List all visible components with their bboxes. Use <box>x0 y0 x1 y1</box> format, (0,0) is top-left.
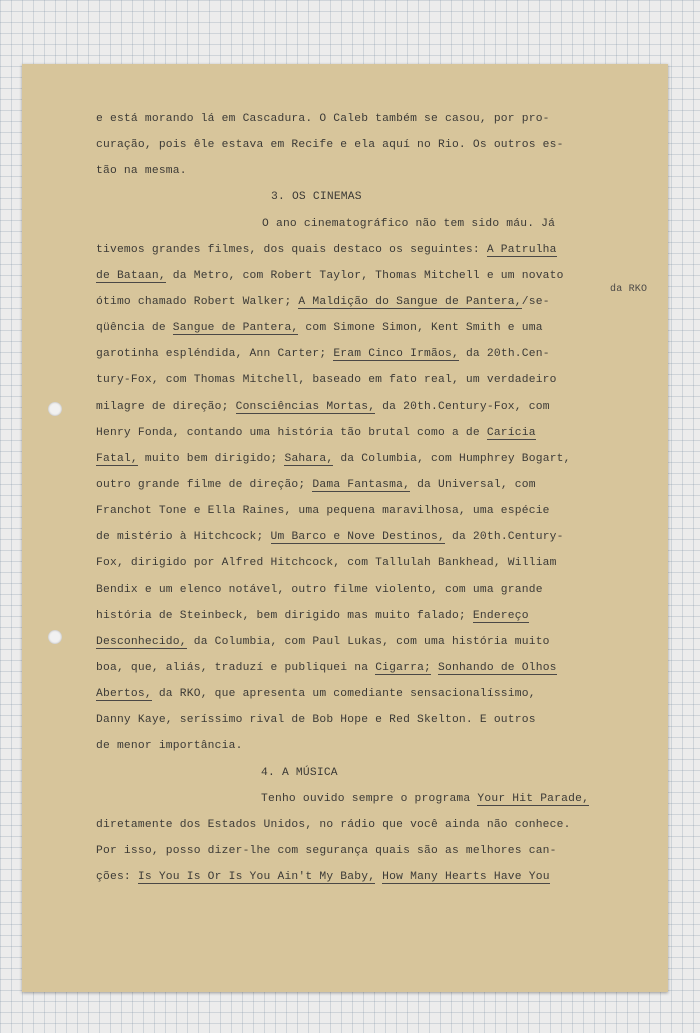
text-line-11: tury-Fox, com Thomas Mitchell, baseado em fato real, um verdadeiro <box>96 374 557 387</box>
text-line-24: Danny Kaye, seríssimo rival de Bob Hope e Red Skelton. E outros <box>96 714 536 727</box>
text-line-8: da RKO ótimo chamado Robert Walker; A Maldição do Sangue de Pantera,/se- <box>96 289 668 315</box>
text-line-3: tão na mesma. <box>96 165 187 178</box>
text-line-10: garotinha espléndida, Ann Carter; Eram Cinco Irmãos, da 20th.Cen- <box>96 348 550 361</box>
film-title: de Bataan, <box>96 269 166 282</box>
text-line-28: diretamente dos Estados Unidos, no rádio que você ainda não conhece. <box>96 818 571 831</box>
song-title: Is You Is Or Is You Ain't My Baby, <box>137 871 376 884</box>
text-line-14: Fatal, muito bem dirigido; Sahara, da Columbia, com Humphrey Bogart, <box>96 452 571 465</box>
song-title: How Many Hearts Have You <box>382 871 550 884</box>
text-line-30: ções: Is You Is Or Is You Ain't My Baby, How Many Hearts Have You <box>96 871 550 884</box>
program-title: Your Hit Parade, <box>477 792 590 805</box>
text-line-9: qüência de Sangue de Pantera, com Simone Simon, Kent Smith e uma <box>96 322 543 335</box>
film-title: A Maldição do Sangue de Pantera, <box>298 295 522 308</box>
text-line-25: de menor importância. <box>96 740 243 753</box>
text-line-13: Henry Fonda, contando uma história tão brutal como a de Carícia <box>96 426 536 439</box>
section-heading-cinemas: 3. OS CINEMAS <box>271 191 362 204</box>
typed-text-body <box>96 106 668 890</box>
text-line-27: Tenho ouvido sempre o programa Your Hit Parade, <box>261 792 590 805</box>
punch-hole-upper <box>48 402 62 416</box>
text-line-5: O ano cinematográfico não tem sido máu. Já <box>262 217 556 230</box>
film-title: A Patrulha <box>486 243 557 256</box>
film-title: Abertos, <box>96 688 152 701</box>
magazine-title: Cigarra; <box>375 661 432 674</box>
text-line-15: outro grande filme de direção; Dama Fantasma, da Universal, com <box>96 478 536 491</box>
text-line-20: história de Steinbeck, bem dirigido mas muito falado; Endereço <box>96 609 529 622</box>
film-title: Sahara, <box>284 452 334 465</box>
film-title: Eram Cinco Irmãos, <box>333 348 459 361</box>
text-line-19: Bendix e um elenco notável, outro filme violento, com uma grande <box>96 583 543 596</box>
text-line-18: Fox, dirigido por Alfred Hitchcock, com Tallulah Bankhead, William <box>96 557 557 570</box>
film-title: Dama Fantasma, <box>312 478 411 491</box>
text-line-6: tivemos grandes filmes, dos quais destaco os seguintes: A Patrulha <box>96 243 557 256</box>
text-line-22: boa, que, aliás, traduzí e publiquei na Cigarra; Sonhando de Olhos <box>96 661 557 674</box>
text-line-1: e está morando lá em Cascadura. O Caleb também se casou, por pro- <box>96 113 550 125</box>
punch-hole-lower <box>48 630 62 644</box>
film-title: Endereço <box>472 609 529 622</box>
section-heading-music: 4. A MÚSICA <box>261 766 338 779</box>
text-line-23: Abertos, da RKO, que apresenta um comediante sensacionalíssimo, <box>96 688 536 701</box>
text-line-2: curação, pois êle estava em Recife e ela aquí no Rio. Os outros es- <box>96 139 564 152</box>
text-line-12: milagre de direção; Consciências Mortas, da 20th.Century-Fox, com <box>96 400 550 413</box>
film-title: Sangue de Pantera, <box>172 322 299 335</box>
text-line-7: de Bataan, da Metro, com Robert Taylor, Thomas Mitchell e um novato <box>96 269 564 282</box>
text-line-21: Desconhecido, da Columbia, com Paul Lukas, com uma história muito <box>96 635 550 648</box>
film-title: Sonhando de Olhos <box>438 661 557 674</box>
film-title: Desconhecido, <box>96 635 187 648</box>
film-title: Fatal, <box>96 452 138 465</box>
film-title: Consciências Mortas, <box>235 400 376 413</box>
typewritten-page <box>22 64 668 992</box>
text-line-16: Franchot Tone e Ella Raines, uma pequena maravilhosa, uma espécie <box>96 505 550 518</box>
text-line-17: de mistério à Hitchcock; Um Barco e Nove Destinos, da 20th.Century- <box>96 531 564 544</box>
text-line-29: Por isso, posso dizer-lhe com segurança quais são as melhores can- <box>96 844 557 857</box>
film-title: Um Barco e Nove Destinos, <box>270 531 445 544</box>
handwritten-annotation: da RKO <box>610 283 648 295</box>
film-title: Carícia <box>486 426 536 439</box>
